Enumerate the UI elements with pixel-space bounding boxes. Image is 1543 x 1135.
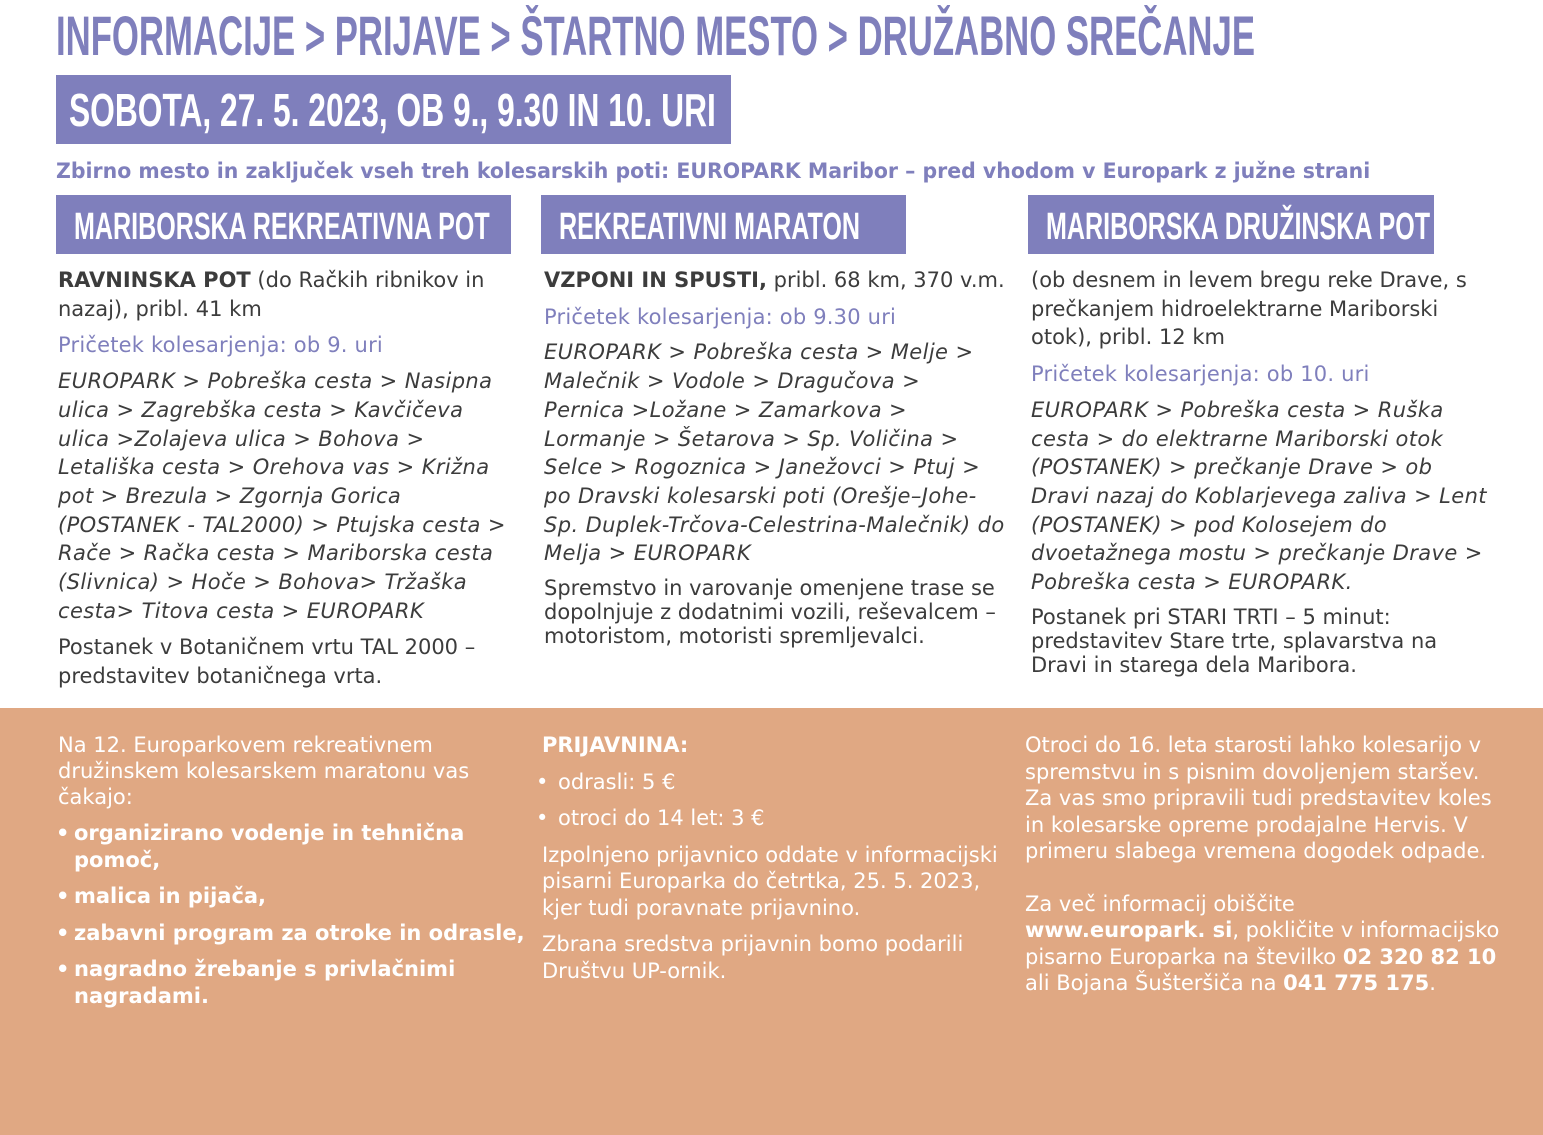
route-description: (do Račkih ribnikov in nazaj), pribl. 41 km [58,268,485,321]
phone-number-mobile: 041 775 175 [1283,971,1430,995]
offer-column [58,732,528,1009]
fee-donation: Zbrana sredstva prijavnin bomo podarili Društvu UP-ornik. [542,932,964,983]
route-name: RAVNINSKA POT [58,268,251,292]
contact-column [1025,732,1505,997]
fee-item: • otroci do 14 let: 3 € [542,805,1012,832]
route-header-rekreativna [56,195,511,254]
route-header-label: MARIBORSKA DRUŽINSKA POT [1046,206,1431,248]
route-column-druzinska [1031,266,1493,677]
date-banner-text: SOBOTA, 27. 5. 2023, OB 9., 9.30 IN 10. URI [69,84,716,136]
info-text: Otroci do 16. leta starosti lahko kolesarijo v spremstvu in s pisnim dovoljenjem staršev. Za vas smo pripravili tudi predstavitev koles in kolesarske opreme prodajalne Hervis. V primeru slabega vremena dogodek odpade. [1025,733,1492,863]
route-column-maraton [544,266,1006,648]
route-header-druzinska [1028,195,1434,254]
meeting-point-text: Zbirno mesto in zaključek vseh treh kolesarskih poti: EUROPARK Maribor – pred vhodom v Europark z južne strani [56,159,1371,183]
route-header-label: REKREATIVNI MARATON [559,206,860,248]
route-note: Spremstvo in varovanje omenjene trase se dopolnjuje z dodatnimi vozili, reševalcem – motoristom, motoristi spremljevalci. [544,576,996,649]
contact-text [1025,891,1505,997]
route-start-time: Pričetek kolesarjenja: ob 9.30 uri [544,304,897,329]
contact-mid: , pokličite v informacijsko pisarno Europarka na številko [1025,918,1500,969]
route-description: (ob desnem in levem bregu reke Drave, s prečkanjem hidroelektrarne Mariborski otok), pribl. 12 km [1031,268,1467,350]
offer-bullet: • malica in pijača, [58,883,528,910]
contact-or: ali Bojana Šušteršiča na [1025,971,1284,995]
page-headline: INFORMACIJE > PRIJAVE > ŠTARTNO MESTO > DRUŽABNO SREČANJE [56,4,1255,67]
route-title [544,266,1006,295]
phone-number-office: 02 320 82 10 [1342,944,1497,969]
contact-pre: Za več informacij obiščite [1025,891,1295,916]
route-header-maraton [541,195,906,254]
info-panel [0,708,1543,1135]
route-note: Postanek v Botaničnem vrtu TAL 2000 – predstavitev botaničnega vrta. [58,635,476,689]
route-note: Postanek pri STARI TRTI – 5 minut: predstavitev Stare trte, splavarstva na Dravi in starega dela Maribora. [1031,604,1438,677]
offer-bullet: • nagradno žrebanje s privlačnimi nagradami. [58,956,528,1009]
route-column-rekreativna [58,266,520,691]
fee-title: PRIJAVNINA: [542,733,689,757]
date-banner [56,75,731,144]
fee-instructions: Izpolnjeno prijavnico oddate v informacijski pisarni Europarka do četrtka, 25. 5. 2023, kjer tudi poravnate prijavnino. [542,842,998,920]
route-description: pribl. 68 km, 370 v.m. [766,268,1005,292]
route-path: EUROPARK > Pobreška cesta > Melje > Malečnik > Vodole > Dragučova > Pernica >Ložane > Zamarkova > Lormanje > Šetarova > Sp. Voličina > Selce > Rogoznica > Janežovci > Ptuj > po Dravski kolesarski poti (Orešje–Johe- Sp. Duplek-Trčova-Celestrina-Malečnik) do Melja > EUROPARK [544,340,1005,566]
route-path: EUROPARK > Pobreška cesta > Ruška cesta > do elektrarne Mariborski otok (POSTANEK) > prečkanje Drave > ob Dravi nazaj do Koblarjevega zaliva > Lent (POSTANEK) > pod Kolosejem do dvoetažnega mostu > prečkanje Drave > Pobreška cesta > EUROPARK. [1031,397,1487,595]
route-header-label: MARIBORSKA REKREATIVNA POT [74,206,490,248]
offer-intro: Na 12. Europarkovem rekreativnem družinskem kolesarskem maratonu vas čakajo: [58,733,470,809]
offer-bullet: • zabavni program za otroke in odrasle, [58,920,528,947]
route-path: EUROPARK > Pobreška cesta > Nasipna ulica > Zagrebška cesta > Kavčičeva ulica >Zolajeva ulica > Bohova > Letališka cesta > Orehova vas > Križna pot > Brezula > Zgornja Gorica (POSTANEK - TAL2000) > Ptujska cesta > Rače > Račka cesta > Mariborska cesta (Slivnica) > Hoče > Bohova> Tržaška cesta> Titova cesta > EUROPARK [58,369,506,623]
route-name: VZPONI IN SPUSTI, [544,268,767,292]
fee-column [542,732,1012,984]
offer-bullet: • organizirano vodenje in tehnična pomoč, [58,820,528,873]
contact-end: . [1429,971,1436,995]
route-title [58,266,520,323]
route-start-time: Pričetek kolesarjenja: ob 9. uri [58,333,383,358]
fee-item: • odrasli: 5 € [542,769,1012,796]
route-start-time: Pričetek kolesarjenja: ob 10. uri [1031,362,1370,387]
website-link[interactable]: www.europark. si [1025,918,1233,942]
